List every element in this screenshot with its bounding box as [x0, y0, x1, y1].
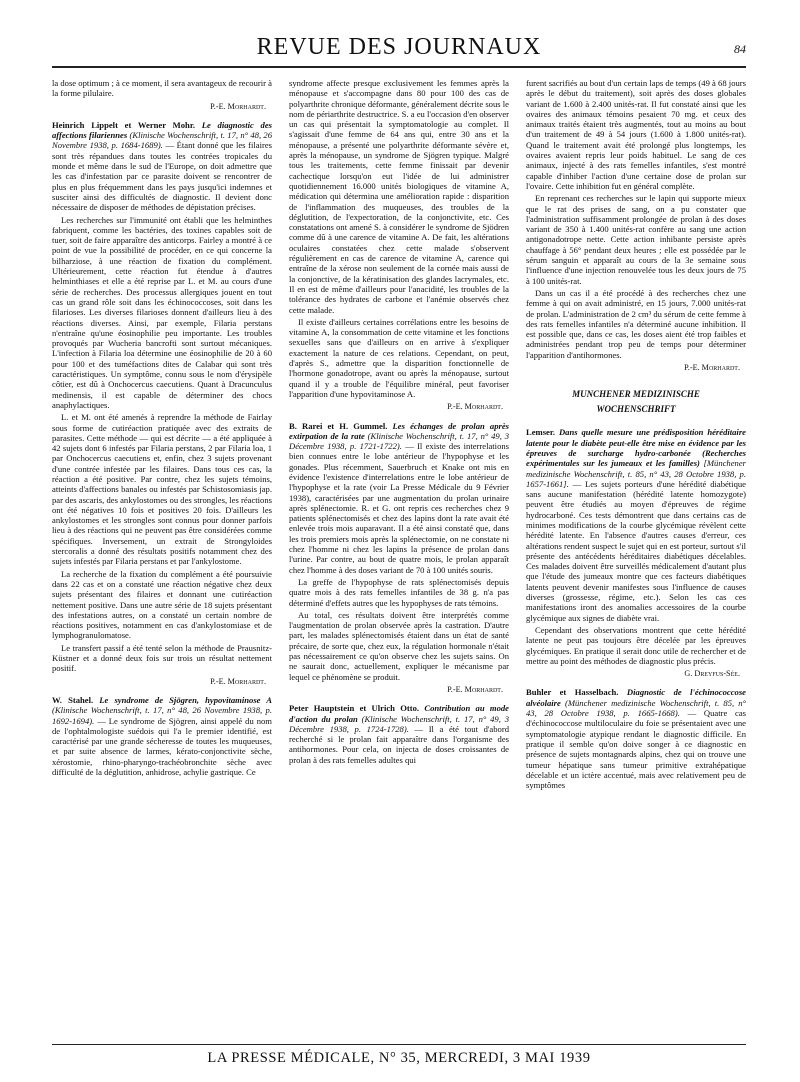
abstract-title: Contribution au mode d'action du prolan — [289, 703, 509, 724]
section-heading — [526, 387, 746, 417]
column-3 — [526, 78, 746, 1036]
page-header — [52, 32, 746, 68]
abstract-body: — Étant donné que les filaires sont très répandues dans toutes les contrées tropicales du monde et même dans le sud de l'Europe, on doit admettre que les cas d'infestation par ce parasite doivent se rencontrer de plus en plus fréquemment dans les pays jusqu'ici indemnes et susciter ainsi des difficultés de diagnostic. Il devient donc nécessaire de disposer de méthodes de dépistation précises. — [52, 140, 272, 213]
section-heading-line-1: MUNCHENER MEDIZINISCHE — [572, 389, 700, 400]
abstract-body: — Il existe des interrelations bien connues entre le lobe antérieur de l'hypophyse et les gonades. Plus récemment, Sauerbruch et Knake ont mis en évidence l'existence d'interrelations entre le lobe antérieur de l'hypophyse et la rate (voir La Presse Médicale du 9 Février 1938), caractérisées par une augmentation du prolan urinaire après splénectomie. R. et G. ont repris ces recherches chez 9 patients splénectomisés et chez des lapins dont la rate avait été enlevée trois mois auparavant. Il a été ainsi constaté que, dans les trois premiers mois après la splénectomie, on ne constate ni chez l'homme ni chez les lapins la présence de prolan dans l'urine. Par contre, au bout de quatre mois, le prolan apparaît chez l'homme à des doses variant de 70 à 100 unités souris. — [289, 441, 509, 575]
column-2 — [289, 78, 509, 1036]
abstract-authors: B. Rarei et H. Gummel. — [289, 420, 388, 431]
abstract-authors: Heinrich Lippelt et Werner Mohr. — [52, 119, 195, 130]
abstract-source: (Klinische Wochenschrift, t. 17, n° 48, 26 Novembre 1938, p. 1684-1689). — [52, 130, 272, 151]
abstract-authors: Peter Hauptstein et Ulrich Otto. — [289, 703, 420, 714]
text-columns — [52, 78, 746, 1036]
abstract-stahel — [52, 695, 272, 777]
abstract-source: (Münchener medizinische Wochenschrift, t. 85, n° 43, 28 Octobre 1938, p. 1665-1668). — [526, 697, 746, 719]
abstract-hauptstein — [289, 703, 509, 765]
paragraph: syndrome affecte presque exclusivement les femmes après la ménopause et s'accompagne dans 80 pour 100 des cas de polyarthrite chronique déformante, généralement décrite sous le nom de périarthrite destructrice. S. a eu l'occasion d'en observer un cas qui présentait la symptomatologie au complet. Il s'agissait d'une femme de 64 ans qui, entre 30 ans et la ménopause, a présenté une polyarthrite déformante sévère et, après la ménopause, un syndrome de Sjögren typique. Malgré tous les traitements, cette femme finissait par devenir cachectique lorsqu'on eut l'idée de lui administrer quotidiennement 16.000 unités biologiques de vitamine A, médication qui détermina une amélioration rapide : disparition de l'inflammation des muqueuses, des troubles de la déglutition, de l'expectoration, de la conjonctivite, etc. Ces constatations ont amené S. à considérer le syndrome de Sjödren comme dû à une carence de vitamine A. De fait, les altérations oculaires constatées chez cette malade s'observent régulièrement en cas de carence de vitamine A, carence qui entraîne de la xérose non seulement de la cornée mais aussi de la conjonctive, de la kératinisation des glandes lacrymales, etc. Il en est de même d'ailleurs pour l'anacidité, les troubles de la tolérance des hydrates de carbone et l'anémie observés chez cette malade. — [289, 78, 509, 315]
paragraph: Il existe d'ailleurs certaines corrélations entre les besoins de vitamine A, la consommation de cette vitamine et les fonctions sexuelles sans que d'ailleurs on en arrive à s'expliquer exactement la nature de ces relations. Cependant, on peut, d'après S., admettre que la disparition fonctionnelle de l'hormone gonadotrope, avant ou après la ménopause, surtout quand il y a trouble de l'équilibre minéral, peut favoriser l'apparition d'une hypovitaminose A. — [289, 316, 509, 399]
paragraph: Cependant des observations montrent que cette hérédité latente ne peut pas toujours être décelée par les épreuves glycémiques. En pratique il serait donc utile de rechercher et de mettre au point des méthodes de diagnostic plus précis. — [526, 624, 746, 666]
abstract-body: — Les sujets porteurs d'une hérédité diabétique sans aucune manifestation (hérédité latente homozygote) peuvent être étudiés au moyen d'épreuves de régime hydrocarboné. Ces tests démontrent que dans certains cas de minimes modifications de la courbe glycémique révèlent cette hérédité latente. En l'absence d'autres causes d'erreur, ces altérations rendent suspect le sujet qui en est porteur, surtout s'il présente des antécédents héréditaires diabétiques décelables. Ces malades doivent être surveillés médicalement d'autant plus que l'étude des jumeaux montre que ces facteurs diabétiques latents peuvent devenir manifestes sous l'influence de causes diverses (grossesse, régime, etc.). Selon les cas ces manifestations iront des anomalies accessoires de la courbe glycémique aux signes de diabète vrai. — [526, 478, 746, 623]
paragraph: Dans un cas il a été procédé à des recherches chez une femme à qui on avait administré, en 15 jours, 7.000 unités-rat de prolan. L'administration de 2 cm³ du sérum de cette femme à des rats femelles infantiles n'a déterminé aucune inhibition. Il est possible que, dans ce cas, les doses aient été trop faibles et administrées pendant trop peu de temps pour déterminer l'apparition d'antihormones. — [526, 287, 746, 360]
signature: G. Dreyfus-Sée. — [684, 669, 740, 679]
signature: P.-E. Morhardt. — [447, 684, 503, 694]
abstract-buhler — [526, 687, 746, 790]
page-footer: LA PRESSE MÉDICALE, N° 35, MERCREDI, 3 MAI 1939 — [52, 1044, 746, 1068]
abstract-source: [Münchener medizinische Wochenschrift, t. 85, n° 43, 28 Octobre 1938, p. 1657-1661]. — [526, 458, 746, 489]
abstract-body: — Quatre cas d'échinococcose multiloculaire du foie se présentaient avec une symptomatologie atypique rendant le diagnostic difficile. En pratique il semble qu'on doive songer à ce diagnostic en présence de sujets montagnards alpins, chez qui on trouve une tumeur hépatique sans tumeur primitive extrahépatique décelable et un ictère accentué, mais avec relativement peu de symptômes — [526, 708, 746, 791]
abstract-body: — Il a été tout d'abord recherché si le prolan fait apparaître dans l'organisme des antihormones. Pour cela, on injecta de doses croissantes de prolan à des rats femelles adultes qui — [289, 723, 509, 765]
paragraph: Le transfert passif a été tenté selon la méthode de Prausnitz-Küstner et a donné deux fois sur trois un résultat nettement positif. — [52, 642, 272, 674]
abstract-lippelt — [52, 120, 272, 213]
abstract-title: Les échanges de prolan après extirpation de la rate — [289, 420, 509, 441]
abstract-authors: Lemser. — [526, 427, 556, 438]
paragraph: furent sacrifiés au bout d'un certain laps de temps (49 à 68 jours après le début du traitement), soit après des doses globales variant de 1.600 à 2.400 unités-rat. Il fut constaté ainsi que les ovaires des animaux témoins pesaient 70 mg. et ceux des animaux traités étaient très augmentés, tout au moins au bout d'un traitement de 49 à 54 jours (1.600 à 1.800 unités-rat). Quand le traitement avait été prolongé plus longtemps, les ovaires avaient repris leur poids habituel. Le sang de ces animaux, injecté à des rats femelles infantiles, s'est montré capable d'inhiber l'action d'une certaine dose de prolan sur l'ovaire. Cette inhibition fut en général complète. — [526, 78, 746, 191]
signature: P.-E. Morhardt. — [684, 363, 740, 373]
section-heading-line-2: WOCHENSCHRIFT — [596, 404, 676, 415]
page-number: 84 — [734, 42, 746, 56]
abstract-title: Diagnostic de l'échinococcose alvéolaire — [526, 687, 746, 708]
paragraph: la dose optimum ; à ce moment, il sera avantageux de recourir à la forme pilulaire. — [52, 78, 272, 99]
column-1 — [52, 78, 272, 1036]
paragraph: Les recherches sur l'immunité ont établi que les helminthes fabriquent, comme les bactéries, des toxines capables soit de tuer, soit de faire apparaître des anticorps. Fairley a montré à ce point de vue la possibilité de procéder, en ce qui concerne la bilharziose, à une réaction de fixation du complément. Ultérieurement, cette réaction fut étendue à d'autres helminthiases et elle a été reprise par L. et M. au cours d'une série de recherches. Des processus allergiques jouent en tout cas un grand rôle soit dans les échinococcoses, soit dans les filarioses. Les diverses filarioses donnent d'ailleurs lieu à des réactions diverses. Ainsi, par exemple, Filaria perstans n'entraîne qu'une éosinophilie peu importante. Les troubles provoqués par Wucheria bancrofti sont surtout mécaniques. L'infection à Filaria loa détermine une éosinophilie de 20 à 60 pour 100 et des tuméfactions dites de Calabar qui sont très caractéristiques. Un symptôme, connu sous le nom d'érysipèle côtier, est dû à Onchocercus caecutiens. Quant à Dracunculus medinensis, il est capable de déterminer des chocs anaphylactiques. — [52, 214, 272, 410]
abstract-source: (Klinische Wochenschrift, t. 17, n° 49, 3 Décembre 1938, p. 1721-1722). — [289, 430, 509, 452]
paragraph: Au total, ces résultats doivent être interprétés comme l'augmentation de prolan observée après la castration. D'autre part, les malades splénectomisés étaient dans un état de santé précaire, de sorte que, chez eux, la régulation hormonale n'était pas nécessairement ce qu'on observe chez les sujets sains. On ne saurait donc, actuellement, expliquer le mécanisme par lequel ce phénomène se produit. — [289, 609, 509, 682]
abstract-title: Dans quelle mesure une prédisposition héréditaire latente pour le diabète peut-elle être mise en évidence par les épreuves de surcharge hydro-carbonée (Recherches expérimentales sur les jumeaux et les familles) — [526, 427, 746, 469]
abstract-title: Le syndrome de Sjögren, hypovitaminose A — [99, 694, 272, 705]
paragraph: En reprenant ces recherches sur le lapin qui supporte mieux que le rat des prises de sang, on a pu constater que l'administration suffisamment prolongée de prolan à des doses variant de 350 à 1.400 unités-rat confère au sang une action antigonadotrope nette. Cette action inhibante persiste après chauffage à 56° pendant deux heures ; elle est possédée par le sérum sanguin et apparaît au cours de la 3e semaine sous l'influence d'une injection renouvelée tous les deux jours de 75 à 100 unités-rat. — [526, 193, 746, 286]
abstract-authors: W. Stahel. — [52, 694, 94, 705]
abstract-title: Le diagnostic des affections filariennes — [52, 119, 272, 141]
paragraph: La greffe de l'hypophyse de rats splénectomisés depuis quatre mois à des rats femelles infantiles de 38 g. n'a pas déterminé d'effets autres que les hypophyses de rats témoins. — [289, 576, 509, 608]
abstract-source: (Klinische Wochenschrift, t. 17, n° 48, 26 Novembre 1938, p. 1692-1694). — [52, 705, 272, 726]
abstract-lemser — [526, 427, 746, 623]
abstract-body: — Le syndrome de Sjögren, ainsi appelé du nom de l'ophtalmologiste suédois qui l'a le premier identifié, est caractérisé par une grande sécheresse de toutes les muqueuses, et par suite absence de larmes, kérato-conjonctivite sèche, xérostomie, rhino-pharyngo-trachéobronchite sèche avec difficulté de la déglutition, anhidrose, achylie gastrique. Ce — [52, 715, 272, 777]
paragraph: L. et M. ont été amenés à reprendre la méthode de Fairlay sous forme de cutiréaction pratiquée avec des extraits de parasites. Cette méthode — qui est décrite — a été appliquée à 42 sujets dont 6 infestés par Filaria perstans, 2 par Filaria loa, 1 par Onchocercus caecutiens et, enfin, chez 3 sujets provenant d'une contrée infestée par les filaires. Dans tous ces cas, la réaction a été positive. Par contre, chez les sujets témoins, atteints d'affections banales ou infestés par Schistosomiasis jap. par des ascaris, des ankylostomes ou des strongles, les réactions ont été négatives 10 fois et positives 20 fois. D'ailleurs les ankylostomes et les strongles sont connus pour donner parfois lieu à des réactions qui ne peuvent pas être considérées comme spécifiques. Inversement, un extrait de Strongyloides stercoralis a donné des résultats positifs notamment chez des sujets infestés par Filaria perstans et par l'ankylostome. — [52, 412, 272, 567]
abstract-source: (Klinische Wochenschrift, t. 17, n° 49, 3 Décembre 1938, p. 1724-1728). — [289, 713, 509, 734]
signature: P.-E. Morhardt. — [210, 101, 266, 111]
signature: P.-E. Morhardt. — [210, 676, 266, 686]
signature: P.-E. Morhardt. — [447, 402, 503, 412]
abstract-rarei — [289, 421, 509, 575]
journal-section-title: REVUE DES JOURNAUX — [256, 34, 542, 60]
paragraph: La recherche de la fixation du complément a été poursuivie dans 22 cas et on a constaté une réaction négative chez deux sujets présentant des filaires et donnant une cutiréaction nettement positive. Dans une autre série de 18 sujets présentant des infestations autres, on a constaté un certain nombre de réactions positives, notamment en cas d'ankylostomiase et de lymphogranulomatose. — [52, 568, 272, 641]
abstract-authors: Buhler et Hasselbach. — [526, 687, 619, 698]
